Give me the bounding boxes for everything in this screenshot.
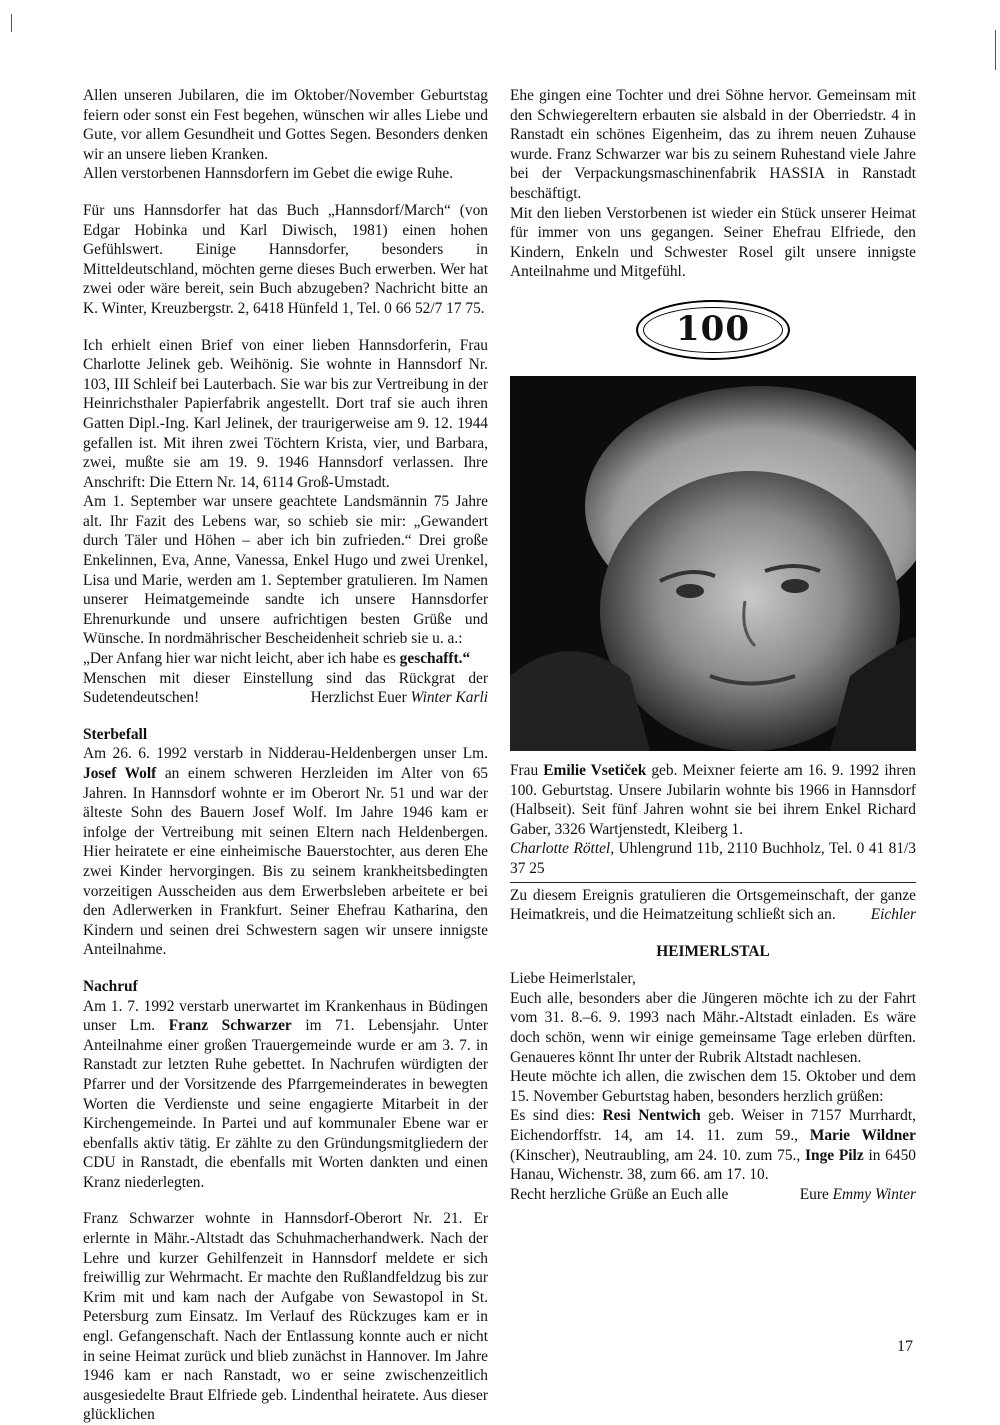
paragraph-text: Am 1. 7. 1992 verstarb unerwartet im Krankenhaus in Büdingen unser Lm. (83, 997, 488, 1035)
paragraph: Ich erhielt einen Brief von einer lieben Hannsdorferin, Frau Charlotte Jelinek geb. Weihönig. Sie wohnte in Hannsdorf Nr. 103, III Schleif bei Lauterbach. Sie war bis zur Vertreibung in der Heinrichsthaler Papierfabrik angestellt. Dort traf sie auch ihren Gatten Dipl.-Ing. Karl Jelinek, der traurigerweise am 9. 12. 1944 gefallen ist. Mit ihren zwei Töchtern Krista, vier, und Barbara, zwei, mußte sie am 19. 9. 1946 Hannsdorf verlassen. Ihre Anschrift: Die Ettern Nr. 14, 6114 Groß-Umstadt. (83, 336, 488, 491)
quote-text: „Der Anfang hier war nicht leicht, aber ich habe es (83, 650, 396, 668)
section-heading-sterbefall: Sterbefall (83, 725, 148, 743)
paragraph-text: an einem schweren Herzleiden im Alter von 65 Jahren. In Hannsdorf wohnte er im Oberort Nr. 51 und war der älteste Sohn des Bauern Josef Wolf. Im Jahre 1946 kam er infolge der Vertreibung mit seinen Eltern nach Heldenbergen. Hier heiratete er eine einheimische Bauerstochter, aus deren Ehe zwei Kinder hervorgingen. Bis zu seinem krankheitsbedingten vorzeitigen Ausscheiden aus dem Erwerbsleben arbeitete er bei den Adlerwerken in Frankfurt. Seiner Ehefrau Katharina, den Kindern und seinen drei Schwestern sagen wir unsere innigste Anteilnahme. (83, 765, 488, 959)
badge-number: 100 (676, 309, 750, 350)
contact-address: Uhlengrund 11b, 2110 Buchholz, Tel. 0 41 81/3 37 25 (510, 840, 917, 877)
left-column (83, 86, 488, 1425)
signature-name: Emmy Winter (832, 1185, 916, 1203)
paragraph: Allen verstorbenen Hannsdorfern im Gebet die ewige Ruhe. (83, 165, 454, 183)
person-name: Josef Wolf (83, 765, 157, 782)
signature-prefix: Eure (799, 1185, 829, 1203)
paragraph-text: Zu diesem Ereignis gratulieren die Ortsgemeinschaft, der ganze Heimatkreis, und die Heimatzeitung schließt sich an. (510, 886, 916, 924)
paragraph-text: geb. Weiser in 7157 Murrhardt, Eichendorffstr. 14, am 14. 11. zum 59., (510, 1107, 916, 1145)
badge-oval (636, 300, 790, 360)
page-number: 17 (897, 1338, 913, 1355)
paragraph: Am 1. September war unsere geachtete Landsmännin 75 Jahre alt. Ihr Fazit des Lebens war, so schieb sie mir: „Gewandert durch Täler und Höhen – aber ich bin zufrieden.“ Drei große Enkelinnen, Eva, Anne, Vanessa, Enkel Hugo und zwei Urenkel, Lisa und Marie, werden am 1. September gratulieren. Im Namen unserer Heimatgemeinde sandte ich unsere Hannsdorfer Ehrenurkunde und unsere aufrichtigen besten Grüße und Wünsche. In nordmährischer Bescheidenheit schrieb sie u. a.: (83, 493, 488, 648)
person-name: Marie Wildner (809, 1127, 916, 1145)
quote (83, 649, 488, 669)
paragraph: Allen unseren Jubilaren, die im Oktober/November Geburtstag feiern oder sonst ein Fest begehen, wünschen wir alles Liebe und Gute, vor allem Gesundheit und Gottes Segen. Besonders denken wir an unsere lieben Kranken. (83, 87, 488, 163)
portrait-photo (510, 376, 916, 751)
paragraph-text: Menschen mit dieser Einstellung sind das Rückgrat der Sudetendeutschen! (83, 669, 488, 707)
closing-text: Recht herzliche Grüße an Euch alle (510, 1185, 729, 1203)
paragraph-text: im 71. Lebensjahr. Unter Anteilnahme einer großen Trauergemeinde wurde er am 3. 7. in Ranstadt zur letzten Ruhe gebettet. In Nachrufen würdigten der Pfarrer und der Vorsitzende des Pfarrgemeinderates in bewegten Worten die Verdienste und seine engagierte Mitarbeit in der Kirchengemeinde. In Partei und auf kommunaler Ebene war er ebenfalls aktiv tätig. Er zählte zu den Gründungsmitgliedern der CDU in Ranstadt, die ebenfalls mit Worten dankten und einen Kranz niederlegten. (83, 1017, 488, 1191)
signature (510, 1185, 916, 1205)
person-name: Resi Nentwich (602, 1107, 701, 1125)
photo-caption (510, 761, 916, 839)
paragraph (510, 1106, 916, 1184)
person-name: Franz Schwarzer (168, 1017, 292, 1035)
paragraph: Ehe gingen eine Tochter und drei Söhne hervor. Gemeinsam mit den Schwiegereltern erbauten sie alsbald in der Oberriedstr. 4 in Ranstadt ein schönes Eigenheim, das zu ihrem neuen Zuhause wurde. Franz Schwarzer war bis zu seinem Ruhestand viele Jahre bei der Verpackungsmaschinenfabrik HASSIA in Ranstadt beschäftigt. (510, 87, 916, 202)
person-name: Emilie Vsetiček (543, 761, 647, 779)
signature-prefix: Herzlichst Euer (310, 689, 407, 707)
paragraph: Franz Schwarzer wohnte in Hannsdorf-Oberort Nr. 21. Er erlernte in Mähr.-Altstadt das Schuhmacherhandwerk. Nach der Lehre und kurzer Gehilfenzeit in Hannsdorf meldete er sich freiwillig zur Wehrmacht. Er machte den Rußlandfeldzug bis zur Krim mit und kam nach der Aufgabe von Sewastopol in St. Petersburg zum Einsatz. Im Verlauf des Rückzuges kam er in engl. Gefangenschaft. Nach der Entlassung konnte auch er nicht in seine Heimat zurück und blieb zunächst in Hannover. Im Jahre 1946 kam er nach Ranstadt, wo er seine zwischenzeitlich ausgesiedelte Braut Elfriede geb. Lindenthal heiratete. Aus dieser glücklichen (83, 1210, 488, 1424)
right-column (510, 86, 916, 1204)
anniversary-badge (510, 300, 916, 360)
paragraph-text: (Kinscher), Neutraubling, am 24. 10. zum 75., (510, 1146, 801, 1164)
greeting: Liebe Heimerlstaler, (510, 970, 636, 988)
quote-emphasis: geschafft.“ (399, 650, 471, 668)
caption-text: Frau (510, 761, 539, 779)
section-heading-nachruf: Nachruf (83, 977, 138, 995)
margin-mark (995, 30, 996, 70)
paragraph (510, 886, 916, 925)
divider (510, 882, 916, 883)
margin-mark (11, 14, 12, 32)
paragraph: Heute möchte ich allen, die zwischen dem 15. Oktober und dem 15. November Geburtstag haben, besonders herzlich grüßen: (510, 1068, 916, 1105)
contact (510, 839, 916, 878)
caption-text: geb. Meixner feierte am 16. 9. 1992 ihren 100. Geburtstag. Unsere Jubilarin wohnte bis 1966 in Hannsdorf (Halbseit). Seit fünf Jahren wohnt sie bei ihrem Enkel Richard Gaber, 3326 Wartjenstedt, Kleiberg 1. (510, 761, 916, 838)
person-name: Inge Pilz (805, 1146, 864, 1164)
paragraph (83, 744, 488, 960)
paragraph: Euch alle, besonders aber die Jüngeren möchte ich zu der Fahrt vom 31. 8.–6. 9. 1993 nach Mähr.-Altstadt einladen. Es wäre doch schön, wenn wir einige gemeinsame Tage erleben dürften. Genaueres könnt Ihr unter der Rubrik Altstadt nachlesen. (510, 989, 916, 1066)
paragraph-text: Am 26. 6. 1992 verstarb in Nidderau-Heldenbergen unser Lm. (83, 745, 488, 763)
section-heading-heimerlstal: HEIMERLSTAL (656, 942, 770, 960)
paragraph (83, 997, 488, 1193)
portrait-image (510, 376, 916, 751)
paragraph: Mit den lieben Verstorbenen ist wieder ein Stück unserer Heimat für immer von uns gegangen. Seiner Ehefrau Elfriede, den Kindern, Enkeln und Schwester Rosel gilt unsere innigste Anteilnahme und Mitgefühl. (510, 204, 916, 281)
contact-name: Charlotte Röttel, (510, 840, 615, 858)
paragraph-text: Es sind dies: (510, 1107, 596, 1125)
signature-name: Winter Karli (410, 689, 488, 707)
signature-name: Eichler (870, 906, 916, 924)
paragraph: Für uns Hannsdorfer hat das Buch „Hannsdorf/March“ (von Edgar Hobinka und Karl Diwisch, 1981) einen hohen Gefühlswert. Einige Hannsdorfer, besonders in Mitteldeutschland, möchten gerne dieses Buch erwerben. Wer hat zwei oder wäre bereit, sein Buch abzugeben? Nachricht bitte an K. Winter, Kreuzbergstr. 2, 6418 Hünfeld 1, Tel. 0 66 52/7 17 75. (83, 201, 488, 317)
paragraph-text: in 6450 Hanau, Wichenstr. 38, zum 66. am 17. 10. (510, 1146, 916, 1184)
